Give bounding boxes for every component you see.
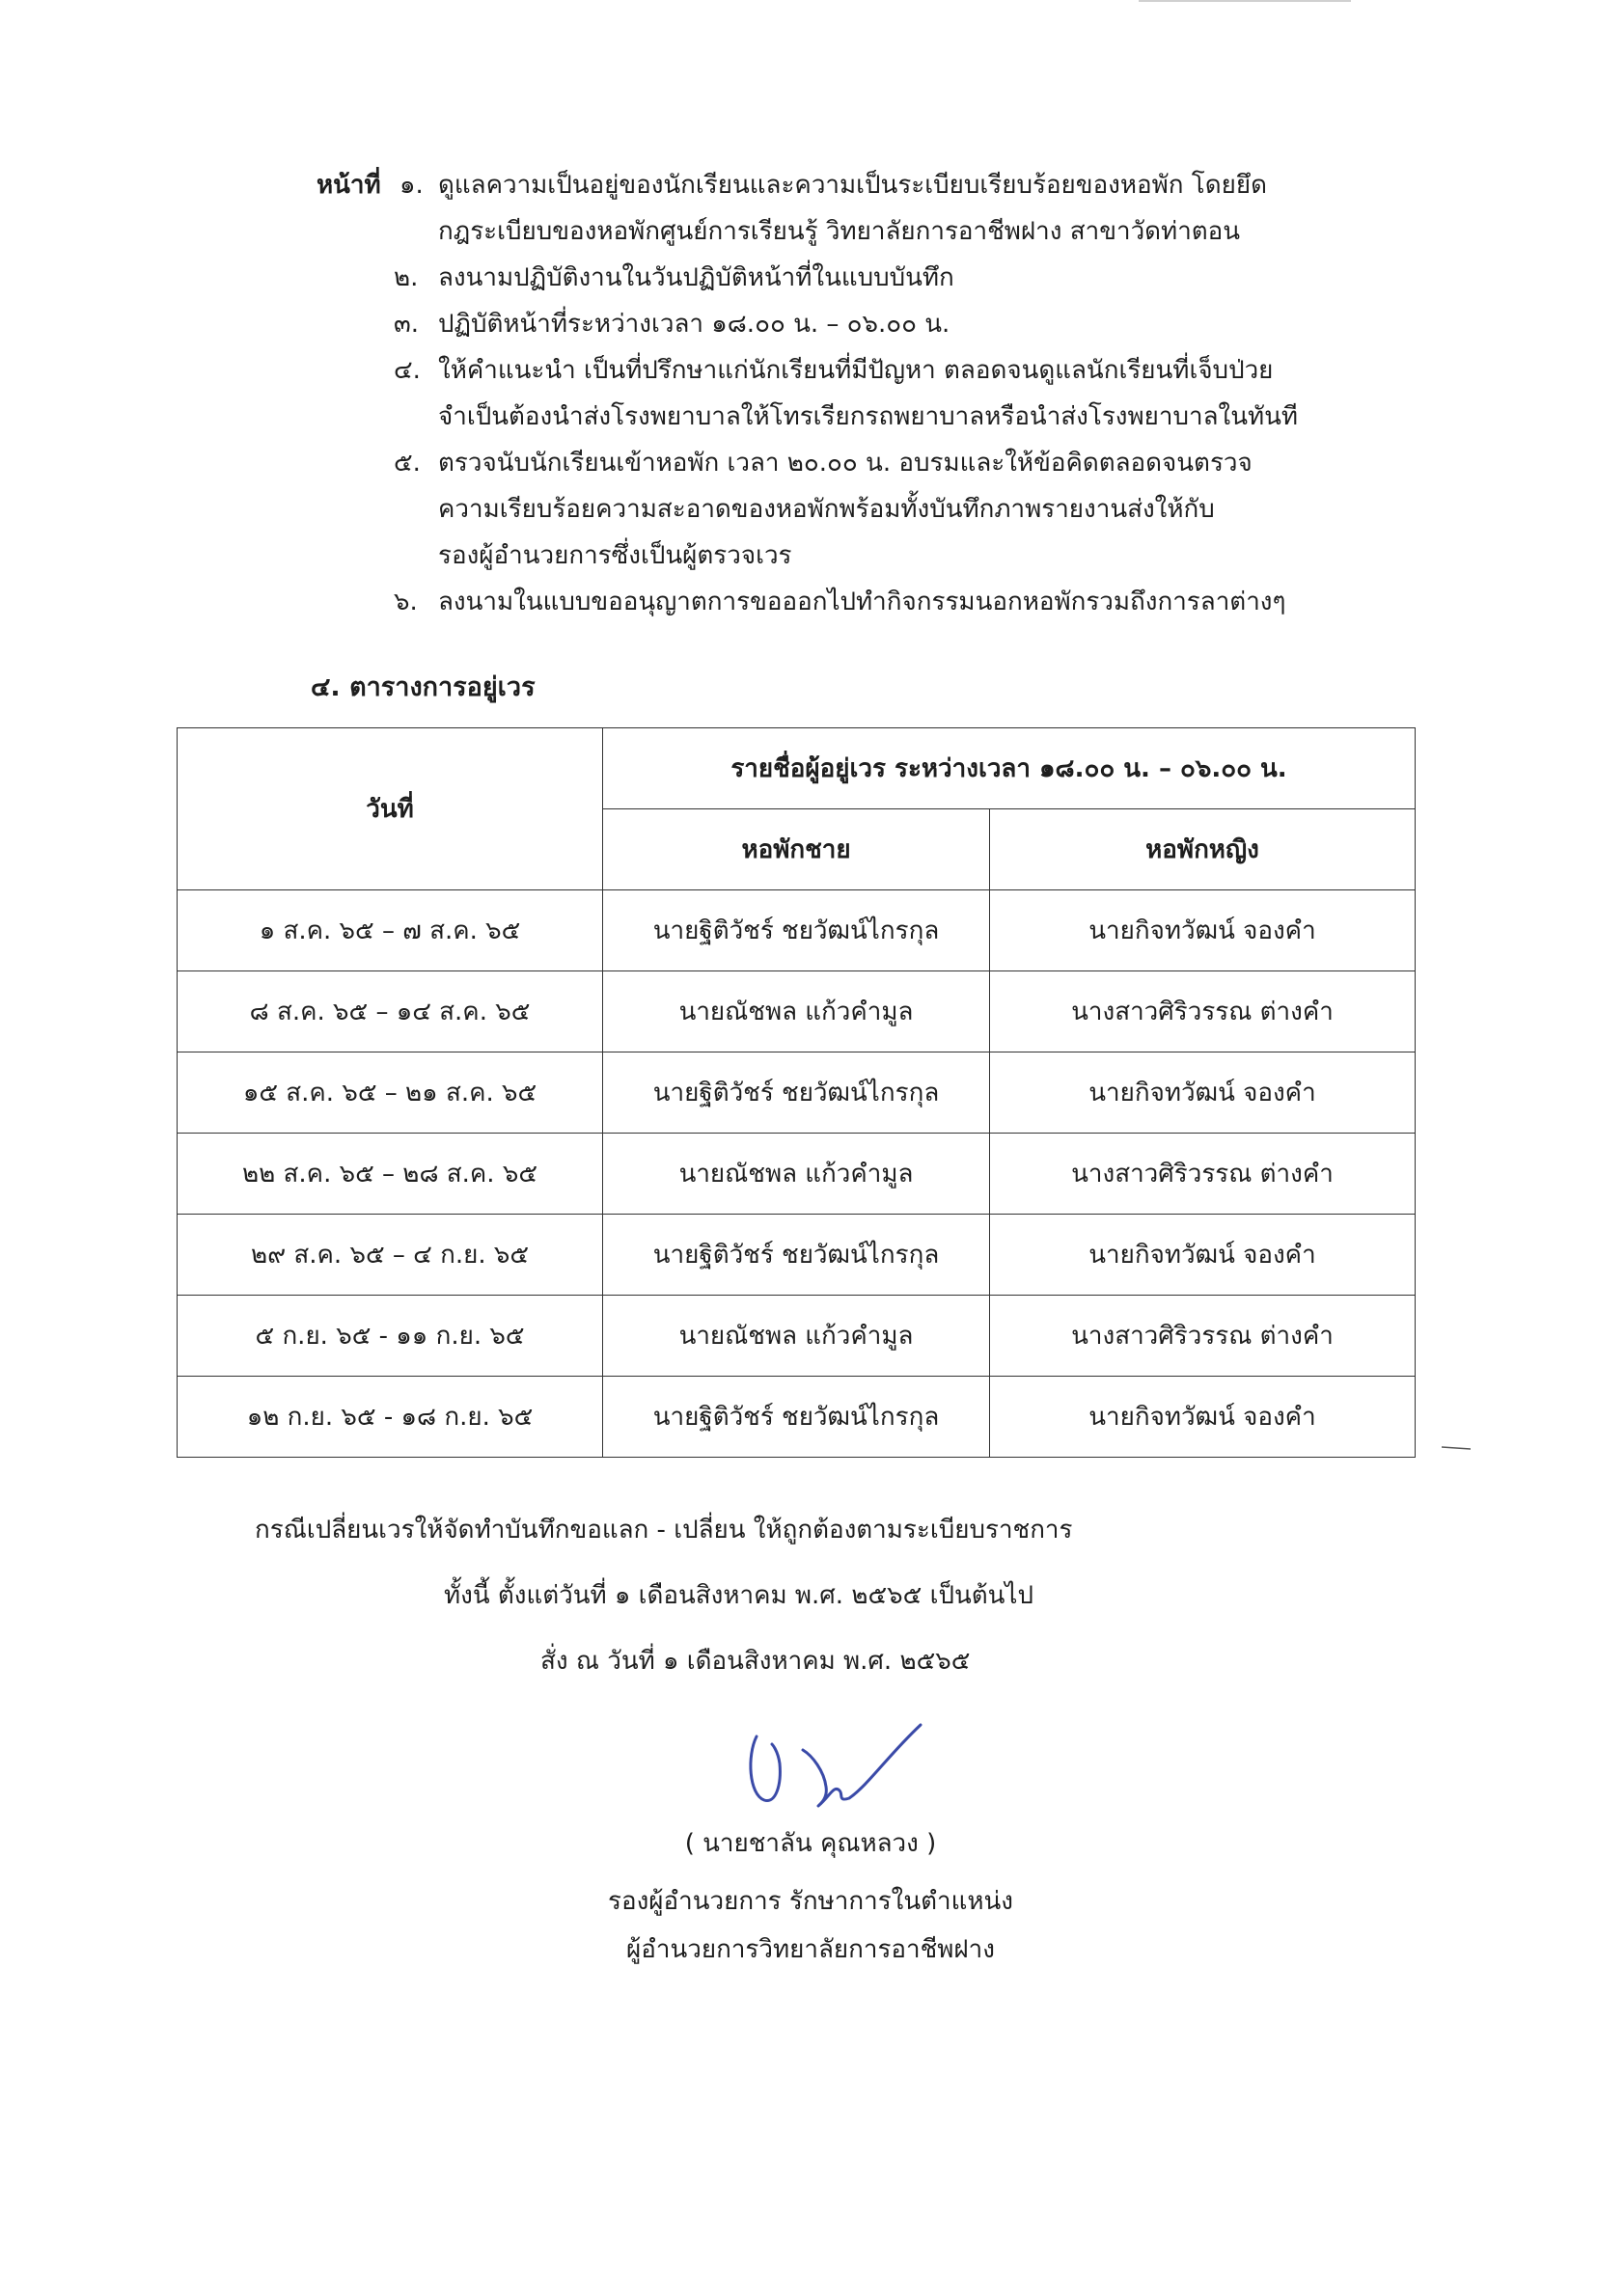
names-header: รายชื่อผู้อยู่เวร ระหว่างเวลา ๑๘.๐๐ น. – ๐๖.๐๐ น. <box>603 728 1416 809</box>
effective-date: ทั้งนี้ ตั้งแต่วันที่ ๑ เดือนสิงหาคม พ.ศ. ๒๕๖๕ เป็นต้นไป <box>444 1581 1033 1610</box>
duty-text-line: กฎระเบียบของหอพักศูนย์การเรียนรู้ วิทยาลัยการอาชีพฝาง สาขาวัดท่าตอน <box>438 217 1241 246</box>
duty-text-line: ปฏิบัติหน้าที่ระหว่างเวลา ๑๘.๐๐ น. – ๐๖.๐๐ น. <box>438 310 950 339</box>
duty-text-line: ให้คำแนะนำ เป็นที่ปรึกษาแก่นักเรียนที่มีปัญหา ตลอดจนดูแลนักเรียนที่เจ็บป่วย <box>438 356 1274 385</box>
signer-position: รองผู้อำนวยการ รักษาการในตำแหน่ง <box>608 1887 1013 1916</box>
duty-number: ๖. <box>394 588 418 616</box>
duty-item <box>317 255 1320 301</box>
date-cell: ๑ ส.ค. ๖๕ – ๗ ส.ค. ๖๕ <box>178 890 603 971</box>
duty-text-line: ลงนามปฏิบัติงานในวันปฏิบัติหน้าที่ในแบบบันทึก <box>438 263 954 292</box>
date-cell: ๒๙ ส.ค. ๖๕ – ๔ ก.ย. ๖๕ <box>178 1215 603 1296</box>
table-header-row <box>178 728 1416 809</box>
duty-item <box>317 579 1320 625</box>
male-duty-cell: นายฐิติวัชร์ ชยวัฒน์ไกรกุล <box>603 1215 990 1296</box>
duty-text-line: ความเรียบร้อยความสะอาดของหอพักพร้อมทั้งบันทึกภาพรายงานส่งให้กับ <box>438 495 1215 524</box>
date-cell: ๒๒ ส.ค. ๖๕ – ๒๘ ส.ค. ๖๕ <box>178 1134 603 1215</box>
male-duty-cell: นายฐิติวัชร์ ชยวัฒน์ไกรกุล <box>603 890 990 971</box>
duty-number: ๒. <box>394 263 419 292</box>
date-cell: ๑๒ ก.ย. ๖๕ - ๑๘ ก.ย. ๖๕ <box>178 1377 603 1458</box>
table-row <box>178 1377 1416 1458</box>
male-duty-cell: นายณัชพล แก้วคำมูล <box>603 971 990 1052</box>
duty-number: ๕. <box>394 449 421 478</box>
duty-number: ๓. <box>394 310 420 339</box>
table-row <box>178 1134 1416 1215</box>
table-row <box>178 1052 1416 1134</box>
female-duty-cell: นายกิจทวัฒน์ จองคำ <box>989 1052 1415 1134</box>
female-duty-cell: นางสาวศิริวรรณ ต่างคำ <box>989 971 1415 1052</box>
duty-item <box>317 440 1320 579</box>
duty-number: ๑. <box>399 171 424 200</box>
section-title: ๔. ตารางการอยู่เวร <box>311 672 536 702</box>
date-cell: ๕ ก.ย. ๖๕ - ๑๑ ก.ย. ๖๕ <box>178 1296 603 1377</box>
table-row <box>178 1215 1416 1296</box>
date-header: วันที่ <box>178 728 603 890</box>
duty-item <box>317 301 1320 347</box>
female-duty-cell: นายกิจทวัฒน์ จองคำ <box>989 1377 1415 1458</box>
duty-text-line: ดูแลความเป็นอยู่ของนักเรียนและความเป็นระเบียบเรียบร้อยของหอพัก โดยยึด <box>438 171 1267 200</box>
female-duty-cell: นายกิจทวัฒน์ จองคำ <box>989 890 1415 971</box>
male-duty-cell: นายฐิติวัชร์ ชยวัฒน์ไกรกุล <box>603 1377 990 1458</box>
duty-number: ๔. <box>394 356 421 385</box>
female-duty-cell: นางสาวศิริวรรณ ต่างคำ <box>989 1296 1415 1377</box>
duties-list <box>317 162 1320 625</box>
swap-note: กรณีเปลี่ยนเวรให้จัดทำบันทึกขอแลก - เปลี่ยน ให้ถูกต้องตามระเบียบราชการ <box>255 1516 1073 1544</box>
order-date: สั่ง ณ วันที่ ๑ เดือนสิงหาคม พ.ศ. ๒๕๖๕ <box>540 1647 971 1676</box>
signer-organization: ผู้อำนวยการวิทยาลัยการอาชีพฝาง <box>626 1935 995 1964</box>
male-dorm-header: หอพักชาย <box>603 809 990 890</box>
duty-text-line: ตรวจนับนักเรียนเข้าหอพัก เวลา ๒๐.๐๐ น. อบรมและให้ข้อคิดตลอดจนตรวจ <box>438 449 1253 478</box>
female-duty-cell: นางสาวศิริวรรณ ต่างคำ <box>989 1134 1415 1215</box>
duty-text-line: ลงนามในแบบขออนุญาตการขอออกไปทำกิจกรรมนอกหอพักรวมถึงการลาต่างๆ <box>438 588 1286 616</box>
duty-item <box>317 347 1320 440</box>
scan-edge-line <box>1139 0 1351 2</box>
signature <box>743 1717 936 1823</box>
margin-mark <box>1442 1435 1471 1439</box>
table-row <box>178 890 1416 971</box>
duty-item <box>317 162 1320 255</box>
duty-text-line: จำเป็นต้องนำส่งโรงพยาบาลให้โทรเรียกรถพยาบาลหรือนำส่งโรงพยาบาลในทันที <box>438 402 1299 431</box>
date-cell: ๘ ส.ค. ๖๕ – ๑๔ ส.ค. ๖๕ <box>178 971 603 1052</box>
male-duty-cell: นายณัชพล แก้วคำมูล <box>603 1296 990 1377</box>
table-row <box>178 1296 1416 1377</box>
female-dorm-header: หอพักหญิง <box>989 809 1415 890</box>
male-duty-cell: นายณัชพล แก้วคำมูล <box>603 1134 990 1215</box>
female-duty-cell: นายกิจทวัฒน์ จองคำ <box>989 1215 1415 1296</box>
date-cell: ๑๕ ส.ค. ๖๕ – ๒๑ ส.ค. ๖๕ <box>178 1052 603 1134</box>
duties-label: หน้าที่ <box>317 171 381 200</box>
male-duty-cell: นายฐิติวัชร์ ชยวัฒน์ไกรกุล <box>603 1052 990 1134</box>
table-row <box>178 971 1416 1052</box>
duty-text-line: รองผู้อำนวยการซึ่งเป็นผู้ตรวจเวร <box>438 541 792 570</box>
signer-name: ( นายชาลัน คุณหลวง ) <box>684 1829 937 1858</box>
duty-schedule-table <box>177 727 1416 1458</box>
